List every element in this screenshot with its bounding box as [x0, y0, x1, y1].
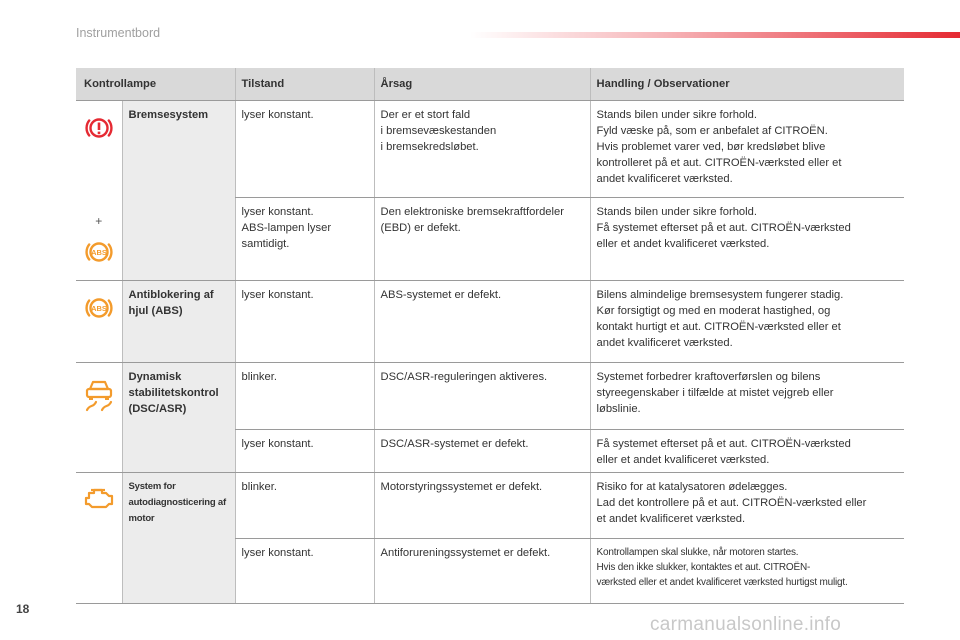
state-cell: blinker. [235, 473, 374, 539]
page-number: 18 [16, 602, 30, 616]
action-cell: Systemet forbedrer kraftoverførslen og bilens styreegenskaber i tilfælde at mistet vejgreb eller løbslinie. [590, 363, 904, 430]
indicator-name-dsc: Dynamisk stabilitetskontrol (DSC/ASR) [122, 363, 235, 473]
indicator-name-bremsesystem: Bremsesystem [122, 101, 235, 281]
action-cell: Stands bilen under sikre forhold. Fyld væske på, som er anbefalet af CITROËN. Hvis problemet varer ved, bør kredsløbet blive kontrolleret på et aut. CITROËN-værksted eller et andet kvalificeret værksted. [590, 101, 904, 198]
svg-text:ABS: ABS [90, 304, 107, 313]
icon-cell [76, 473, 122, 604]
cause-cell: Den elektroniske bremsekraftfordeler (EBD) er defekt. [374, 198, 590, 281]
column-header-kontrollampe: Kontrollampe [76, 68, 235, 101]
cause-cell: DSC/ASR-systemet er defekt. [374, 430, 590, 473]
table-row [76, 363, 904, 430]
table-row [76, 281, 904, 363]
state-cell: lyser konstant. [235, 539, 374, 604]
cause-cell: Motorstyringssystemet er defekt. [374, 473, 590, 539]
header-accent-bar [470, 32, 960, 38]
table-header-row [76, 68, 904, 101]
cause-cell: Antiforureningssystemet er defekt. [374, 539, 590, 604]
column-header-aarsag: Årsag [374, 68, 590, 101]
action-cell: Bilens almindelige bremsesystem fungerer stadig. Kør forsigtigt og med en moderat hastighed, og kontakt hurtigt et aut. CITROËN-værksted eller et andet kvalificeret værksted. [590, 281, 904, 363]
action-cell: Kontrollampen skal slukke, når motoren startes. Hvis den ikke slukker, kontaktes et aut. CITROËN- værksted eller et andet kvalificeret værksted hurtigst muligt. [590, 539, 904, 604]
action-cell: Få systemet efterset på et aut. CITROËN-værksted eller et andet kvalificeret værksted. [590, 430, 904, 473]
indicator-name-abs: Antiblokering af hjul (ABS) [122, 281, 235, 363]
state-cell: lyser konstant. [235, 281, 374, 363]
dsc-skid-icon [82, 375, 116, 413]
icon-cell [76, 363, 122, 473]
section-title: Instrumentbord [76, 26, 161, 40]
state-cell: lyser konstant. [235, 430, 374, 473]
cause-cell: DSC/ASR-reguleringen aktiveres. [374, 363, 590, 430]
column-header-handling: Handling / Observationer [590, 68, 904, 101]
plus-sign: + [95, 214, 103, 228]
table-row [76, 473, 904, 539]
icon-cell [76, 281, 122, 363]
action-cell: Risiko for at katalysatoren ødelægges. Lad det kontrollere på et aut. CITROËN-værksted eller et andet kvalificeret værksted. [590, 473, 904, 539]
indicator-name-engine-diagnosis: System for autodiagnosticering af motor [122, 473, 235, 604]
action-cell: Stands bilen under sikre forhold. Få systemet efterset på et aut. CITROËN-værksted eller et andet kvalificeret værksted. [590, 198, 904, 281]
abs-icon [84, 293, 114, 323]
abs-icon [84, 237, 114, 267]
column-header-tilstand: Tilstand [235, 68, 374, 101]
table-row [76, 101, 904, 198]
cause-cell: ABS-systemet er defekt. [374, 281, 590, 363]
cause-cell: Der er et stort fald i bremsevæskestanden i bremsekredsløbet. [374, 101, 590, 198]
watermark: carmanualsonline.info [650, 614, 842, 635]
state-cell: lyser konstant. ABS-lampen lyser samtidigt. [235, 198, 374, 281]
state-cell: lyser konstant. [235, 101, 374, 198]
engine-icon [82, 485, 116, 511]
svg-text:ABS: ABS [90, 248, 107, 257]
icon-cell [76, 101, 122, 281]
brake-warning-icon [84, 113, 114, 143]
state-cell: blinker. [235, 363, 374, 430]
indicator-table [76, 68, 904, 604]
